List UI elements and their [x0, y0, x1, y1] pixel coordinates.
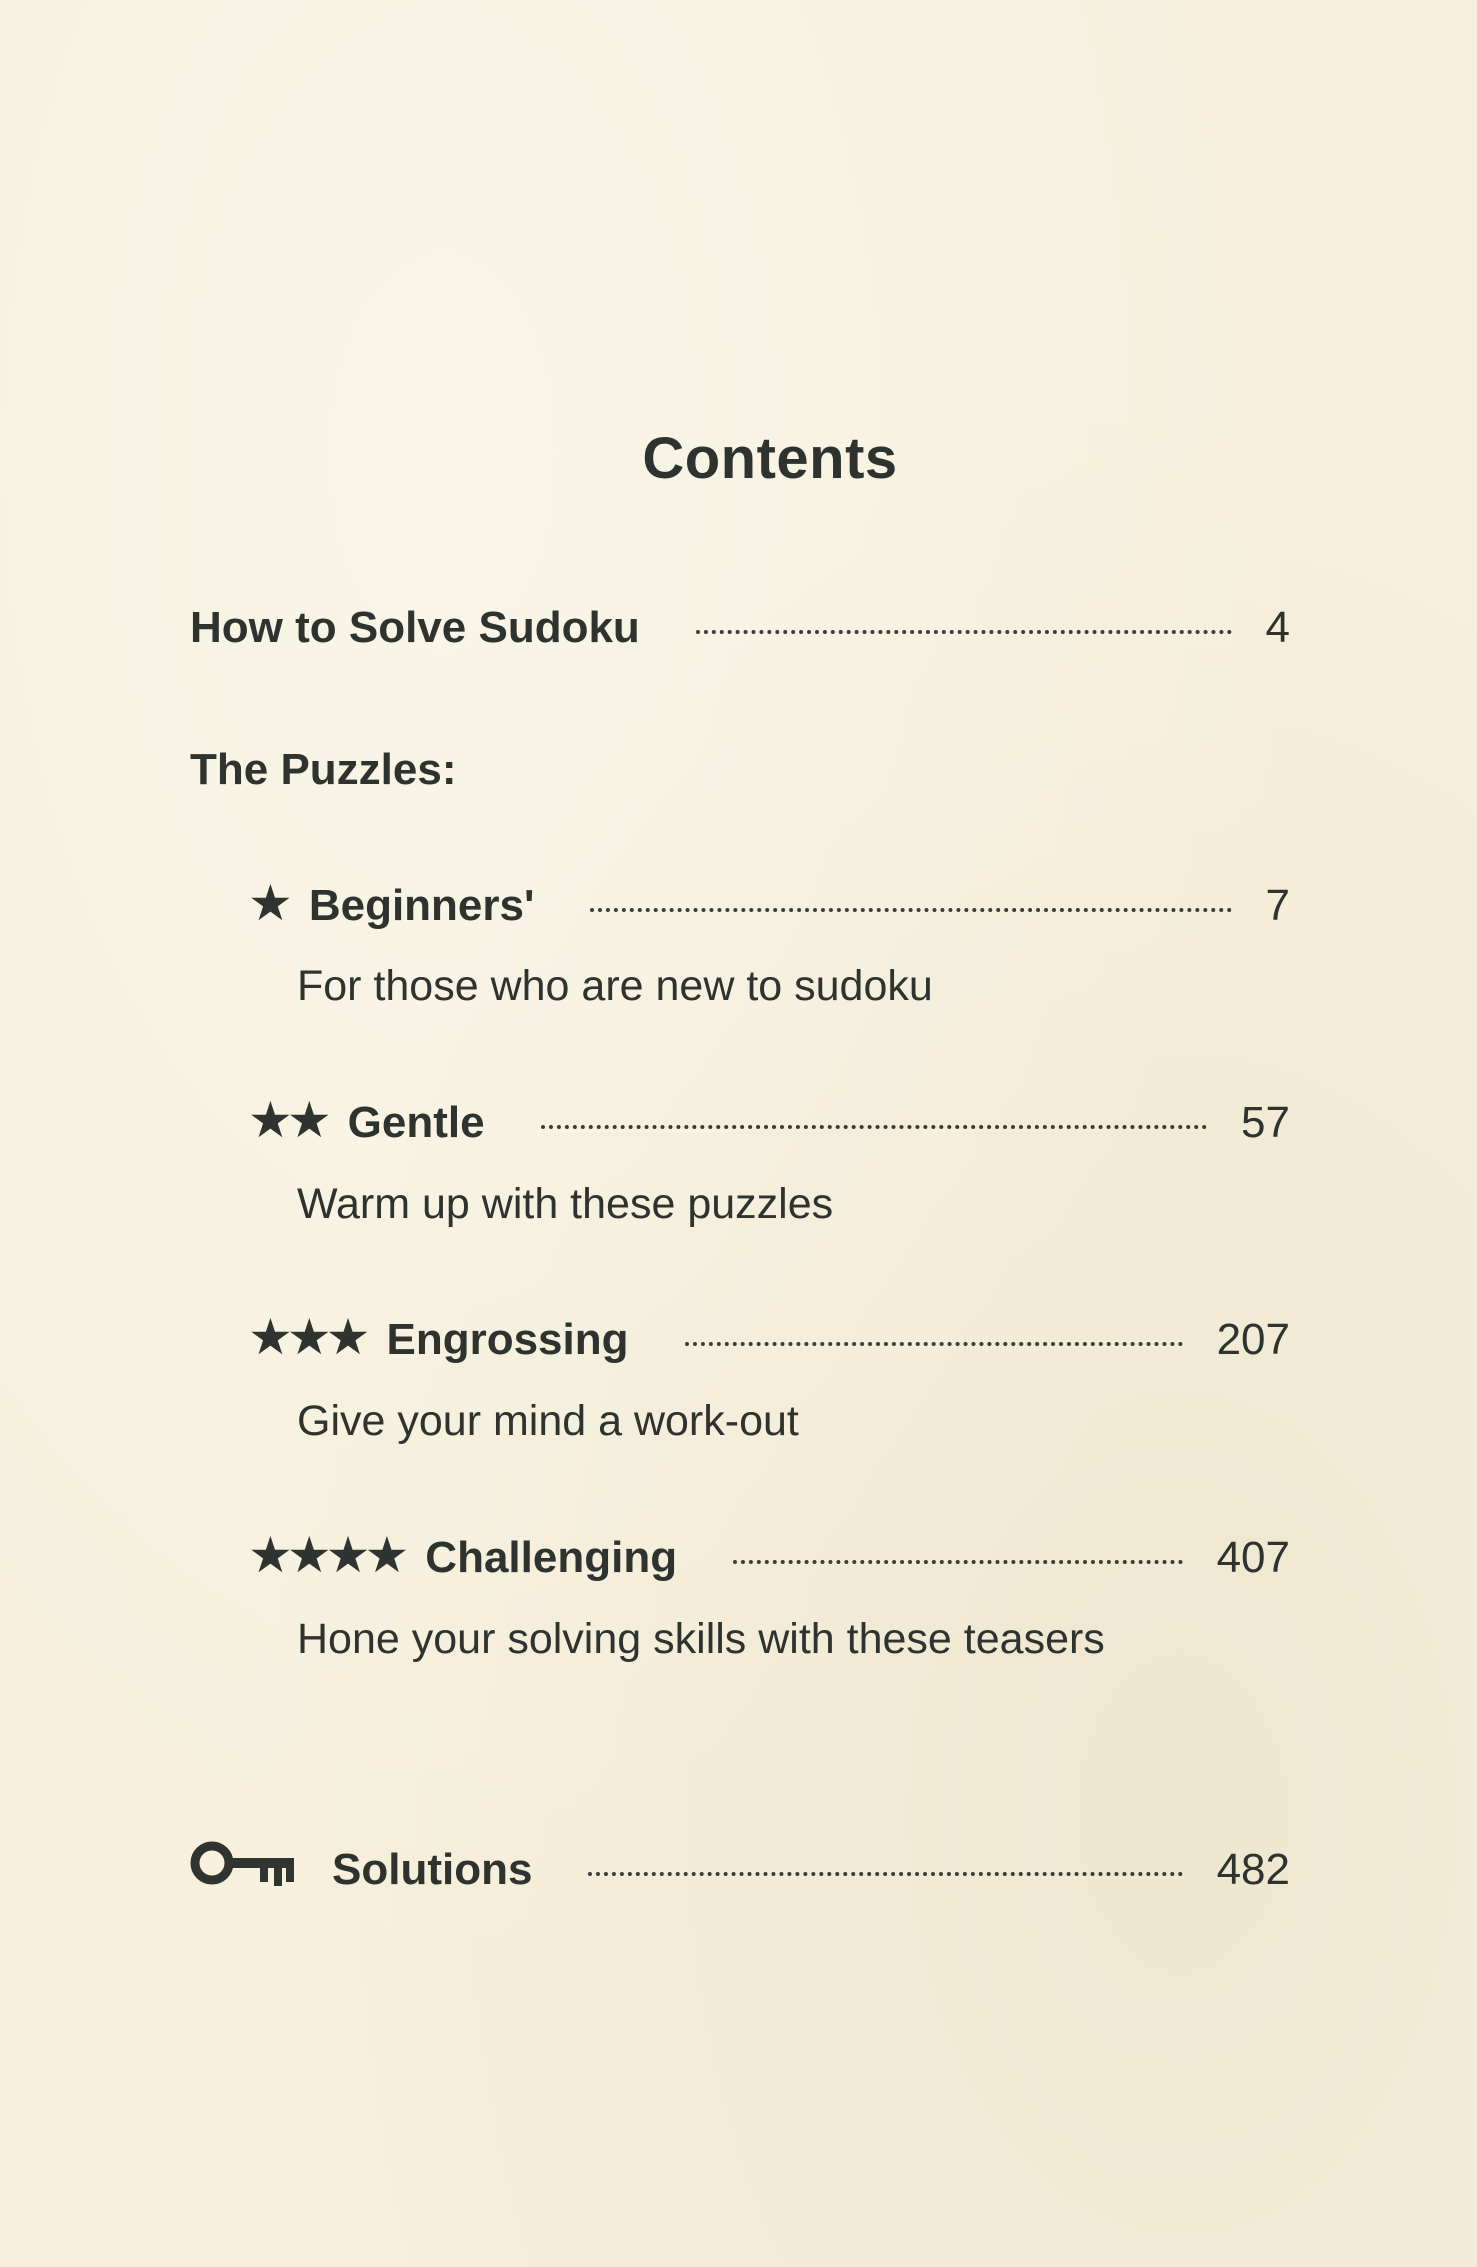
- star-icon: ★★★★: [248, 1527, 404, 1583]
- toc-entry-page: 207: [1216, 1315, 1290, 1364]
- toc-entry-engrossing[interactable]: [248, 1309, 1290, 1376]
- toc-entry-beginners[interactable]: [248, 875, 1290, 942]
- key-icon: [188, 1836, 300, 1890]
- toc-entry-label: Engrossing: [386, 1315, 629, 1364]
- dot-leader: [541, 1125, 1207, 1129]
- dot-leader: [696, 630, 1232, 634]
- toc-entry-label: How to Solve Sudoku: [190, 603, 640, 652]
- toc-entry-gentle[interactable]: [248, 1092, 1290, 1159]
- toc-entry-label: Challenging: [425, 1533, 678, 1582]
- dot-leader: [588, 1872, 1182, 1876]
- dot-leader: [590, 908, 1231, 912]
- puzzles-heading: The Puzzles:: [190, 745, 457, 794]
- toc-entry-label: Beginners': [308, 881, 535, 930]
- toc-entry-page: 57: [1241, 1098, 1290, 1147]
- toc-entry-page: 7: [1265, 881, 1290, 930]
- toc-entry-solutions[interactable]: [188, 1830, 1290, 1894]
- star-icon: ★★★: [248, 1309, 365, 1365]
- toc-entry-label: Gentle: [347, 1098, 485, 1147]
- toc-entry-label: Solutions: [332, 1845, 533, 1894]
- dot-leader: [733, 1560, 1183, 1564]
- toc-entry-page: 407: [1216, 1533, 1290, 1582]
- page-title: Contents: [642, 426, 898, 491]
- star-icon: ★★: [248, 1092, 326, 1148]
- toc-entry-how-to-solve[interactable]: [190, 603, 1290, 667]
- toc-entry-description: For those who are new to sudoku: [297, 962, 933, 1010]
- toc-entry-challenging[interactable]: [248, 1527, 1290, 1594]
- toc-entry-description: Hone your solving skills with these teasers: [297, 1615, 1105, 1663]
- toc-entry-description: Warm up with these puzzles: [297, 1180, 834, 1228]
- star-icon: ★: [248, 875, 287, 931]
- dot-leader: [685, 1342, 1183, 1346]
- toc-entry-description: Give your mind a work-out: [297, 1397, 799, 1445]
- toc-entry-page: 4: [1265, 603, 1290, 652]
- toc-entry-page: 482: [1216, 1845, 1290, 1894]
